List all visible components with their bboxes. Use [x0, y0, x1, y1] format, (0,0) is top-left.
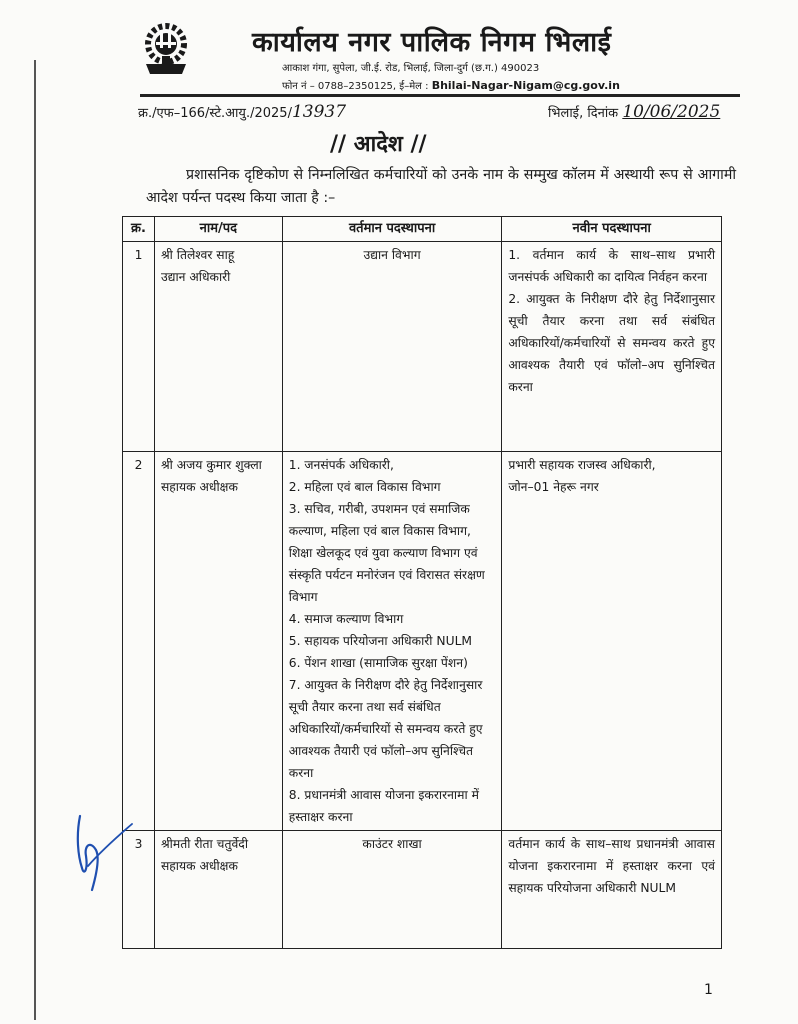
posting-table [122, 216, 722, 949]
organization-address: आकाश गंगा, सुपेला, जी.ई. रोड, भिलाई, जिला-दुर्ग (छ.ग.) 490023 [282, 63, 540, 74]
reference-number-handwritten: 13937 [291, 102, 347, 122]
header-current-posting: वर्तमान पदस्थापना [282, 217, 502, 242]
header-name-post: नाम/पद [154, 217, 282, 242]
header-sno: क्र. [123, 217, 155, 242]
organization-contact [282, 78, 620, 92]
new-posting-item: 1. वर्तमान कार्य के साथ–साथ प्रभारी जनसंपर्क अधिकारी का दायित्व निर्वहन करना [508, 248, 715, 284]
current-posting-item: 7. आयुक्त के निरीक्षण दौरे हेतु निर्देशानुसार सूची तैयार करना तथा सर्व संबंधित अधिकारियों/कर्मचारियों से समन्वय करते हुए आवश्यक तैयारी एवं फॉलो–अप सुनिश्चित करना [288, 678, 483, 780]
row-name-post [154, 452, 282, 831]
current-posting-item: 3. सचिव, गरीबी, उपशमन एवं समाजिक कल्याण, महिला एवं बाल विकास विभाग, शिक्षा खेलकूद एवं युवा कल्याण विभाग एवं संस्कृति पर्यटन मनोरंजन एवं विरासत संरक्षण विभाग [288, 502, 485, 604]
employee-name: श्री अजय कुमार शुक्ला [160, 458, 262, 472]
signature-initials-icon [66, 806, 138, 896]
new-posting-item: प्रभारी सहायक राजस्व अधिकारी, [508, 458, 656, 472]
employee-post: उद्यान अधिकारी [160, 270, 231, 284]
contact-phone: फोन नं – 0788–2350125, ई–मेल : [282, 81, 429, 92]
place-date-label: भिलाई, दिनांक [548, 106, 619, 121]
row-new-posting: वर्तमान कार्य के साथ–साथ प्रधानमंत्री आवास योजना इकरारनामा में हस्ताक्षर करना एवं सहायक परियोजना अधिकारी NULM [502, 831, 722, 949]
table-row [123, 242, 722, 452]
current-posting-item: 4. समाज कल्याण विभाग [288, 612, 404, 626]
municipal-logo-icon [140, 18, 192, 78]
employee-name: श्रीमती रीता चतुर्वेदी [160, 837, 249, 851]
table-row [123, 831, 722, 949]
new-posting-item: जोन–01 नेहरू नगर [508, 480, 599, 494]
reference-number [138, 102, 346, 122]
row-sno: 3 [123, 831, 155, 949]
place-and-date [548, 102, 720, 122]
contact-email: Bhilai-Nagar-Nigam@cg.gov.in [431, 79, 620, 92]
margin-line [34, 60, 36, 1020]
employee-post: सहायक अधीक्षक [160, 859, 238, 873]
header-divider [140, 94, 740, 97]
new-posting-item: 2. आयुक्त के निरीक्षण दौरे हेतु निर्देशानुसार सूची तैयार करना तथा सर्व संबंधित अधिकारियों/कर्मचारियों से समन्वय करते हुए आवश्यक तैयारी एवं फॉलो–अप सुनिश्चित करना [508, 292, 715, 394]
table-row [123, 452, 722, 831]
row-name-post [154, 242, 282, 452]
organization-title: कार्यालय नगर पालिक निगम भिलाई [252, 27, 612, 58]
row-sno: 1 [123, 242, 155, 452]
current-posting-item: 8. प्रधानमंत्री आवास योजना इकरारनामा में हस्ताक्षर करना [288, 788, 479, 824]
row-sno: 2 [123, 452, 155, 831]
row-new-posting [502, 452, 722, 831]
current-posting-item: 5. सहायक परियोजना अधिकारी NULM [288, 634, 473, 648]
reference-number-printed: क्र./एफ–166/स्टे.आयु./2025/ [138, 106, 292, 121]
row-name-post [154, 831, 282, 949]
row-current-posting [282, 452, 502, 831]
order-title: // आदेश // [330, 132, 427, 157]
row-current-posting: उद्यान विभाग [282, 242, 502, 452]
date-handwritten: 10/06/2025 [622, 102, 721, 122]
row-new-posting [502, 242, 722, 452]
header-new-posting: नवीन पदस्थापना [502, 217, 722, 242]
employee-post: सहायक अधीक्षक [160, 480, 238, 494]
row-current-posting: काउंटर शाखा [282, 831, 502, 949]
current-posting-item: 6. पेंशन शाखा (सामाजिक सुरक्षा पेंशन) [288, 656, 468, 670]
employee-name: श्री तिलेश्वर साहू [160, 248, 235, 262]
page-number: 1 [704, 982, 713, 998]
table-header-row [123, 217, 722, 242]
current-posting-item: 2. महिला एवं बाल विकास विभाग [288, 480, 441, 494]
order-intro-paragraph: प्रशासनिक दृष्टिकोण से निम्नलिखित कर्मचारियों को उनके नाम के सम्मुख कॉलम में अस्थायी रूप से आगामी आदेश पर्यन्त पदस्थ किया जाता है :– [146, 167, 736, 206]
current-posting-item: 1. जनसंपर्क अधिकारी, [288, 458, 394, 472]
